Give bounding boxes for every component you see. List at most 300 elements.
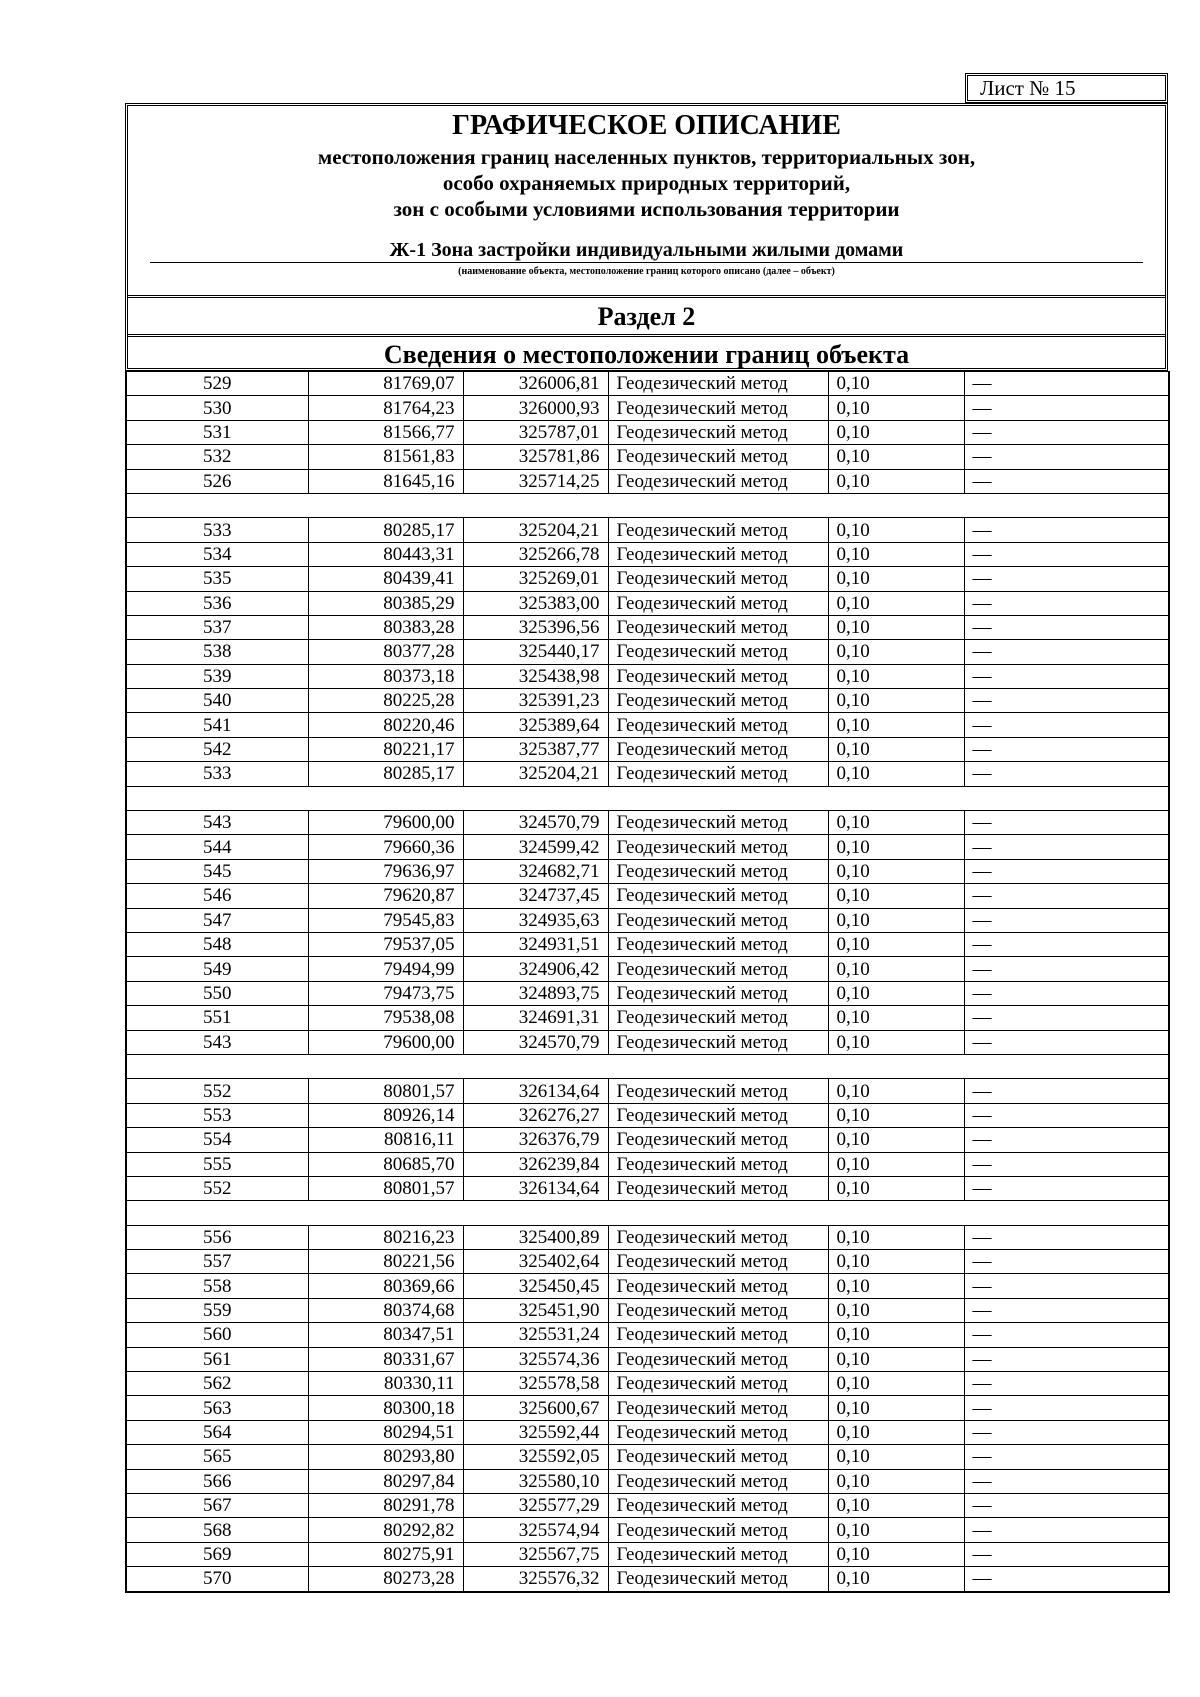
table-row (126, 1079, 1169, 1103)
precision-cell: 0,10 (828, 518, 964, 542)
table-row (126, 884, 1169, 908)
precision-cell: 0,10 (828, 640, 964, 664)
precision-cell: 0,10 (828, 762, 964, 786)
coordinate-x: 80385,29 (308, 591, 463, 615)
note-cell: — (964, 713, 1169, 737)
object-underline (150, 262, 1143, 263)
precision-cell: 0,10 (828, 1225, 964, 1249)
coordinate-y: 325578,58 (463, 1372, 608, 1396)
table-row (126, 762, 1169, 786)
table-row (126, 518, 1169, 542)
precision-cell: 0,10 (828, 591, 964, 615)
note-cell: — (964, 1493, 1169, 1517)
coordinate-y: 325204,21 (463, 762, 608, 786)
point-number: 570 (126, 1567, 308, 1592)
table-row (126, 1542, 1169, 1566)
coordinate-y: 326276,27 (463, 1103, 608, 1127)
method-cell: Геодезический метод (608, 1567, 828, 1592)
coordinate-y: 326006,81 (463, 372, 608, 396)
precision-cell: 0,10 (828, 737, 964, 761)
table-row (126, 1347, 1169, 1371)
precision-cell: 0,10 (828, 1420, 964, 1444)
coordinate-y: 324570,79 (463, 1030, 608, 1054)
point-number: 554 (126, 1128, 308, 1152)
table-row (126, 835, 1169, 859)
table-row (126, 1128, 1169, 1152)
coordinate-x: 81764,23 (308, 396, 463, 420)
point-number: 540 (126, 689, 308, 713)
coordinate-y: 324893,75 (463, 981, 608, 1005)
coordinate-y: 325577,29 (463, 1493, 608, 1517)
table-row (126, 811, 1169, 835)
note-cell: — (964, 1250, 1169, 1274)
section-title: Раздел 2 (597, 302, 696, 331)
coordinate-x: 80816,11 (308, 1128, 463, 1152)
coordinate-y: 325402,64 (463, 1250, 608, 1274)
coordinate-y: 325438,98 (463, 664, 608, 688)
coordinate-y: 325387,77 (463, 737, 608, 761)
method-cell: Геодезический метод (608, 445, 828, 469)
point-number: 529 (126, 372, 308, 396)
coordinate-y: 326134,64 (463, 1079, 608, 1103)
object-name: Ж-1 Зона застройки индивидуальными жилыми домами (389, 239, 904, 261)
method-cell: Геодезический метод (608, 372, 828, 396)
coordinate-y: 325576,32 (463, 1567, 608, 1592)
coordinate-y: 326376,79 (463, 1128, 608, 1152)
coordinate-x: 79600,00 (308, 1030, 463, 1054)
point-number: 535 (126, 567, 308, 591)
section-subtitle: Сведения о местоположении границ объекта (383, 340, 910, 369)
coordinate-y: 324599,42 (463, 835, 608, 859)
precision-cell: 0,10 (828, 1347, 964, 1371)
table-row (126, 396, 1169, 420)
point-number: 533 (126, 762, 308, 786)
table-row (126, 689, 1169, 713)
coordinate-y: 325389,64 (463, 713, 608, 737)
note-cell: — (964, 1274, 1169, 1298)
coordinate-y: 325396,56 (463, 615, 608, 639)
precision-cell: 0,10 (828, 811, 964, 835)
point-number: 566 (126, 1469, 308, 1493)
note-cell: — (964, 567, 1169, 591)
note-cell: — (964, 1152, 1169, 1176)
coordinates-table (125, 371, 1170, 1593)
separator-cell (126, 1054, 1169, 1078)
note-cell: — (964, 542, 1169, 566)
note-cell: — (964, 1542, 1169, 1566)
group-separator-row (126, 786, 1169, 810)
coordinate-y: 325266,78 (463, 542, 608, 566)
point-number: 544 (126, 835, 308, 859)
table-row (126, 1176, 1169, 1200)
note-cell: — (964, 445, 1169, 469)
note-cell: — (964, 981, 1169, 1005)
table-row (126, 420, 1169, 444)
table-row (126, 567, 1169, 591)
precision-cell: 0,10 (828, 1396, 964, 1420)
note-cell: — (964, 859, 1169, 883)
note-cell: — (964, 1225, 1169, 1249)
coordinate-x: 80347,51 (308, 1323, 463, 1347)
coordinate-y: 325787,01 (463, 420, 608, 444)
coordinate-y: 325592,05 (463, 1445, 608, 1469)
coordinate-x: 80273,28 (308, 1567, 463, 1592)
note-cell: — (964, 372, 1169, 396)
coordinate-y: 325400,89 (463, 1225, 608, 1249)
point-number: 559 (126, 1298, 308, 1322)
method-cell: Геодезический метод (608, 737, 828, 761)
point-number: 539 (126, 664, 308, 688)
point-number: 534 (126, 542, 308, 566)
coordinate-x: 81561,83 (308, 445, 463, 469)
note-cell: — (964, 835, 1169, 859)
note-cell: — (964, 640, 1169, 664)
coordinate-x: 80220,46 (308, 713, 463, 737)
point-number: 536 (126, 591, 308, 615)
precision-cell: 0,10 (828, 1542, 964, 1566)
coordinate-y: 325391,23 (463, 689, 608, 713)
method-cell: Геодезический метод (608, 1250, 828, 1274)
coordinate-y: 325714,25 (463, 469, 608, 493)
table-row (126, 1372, 1169, 1396)
method-cell: Геодезический метод (608, 908, 828, 932)
note-cell: — (964, 1347, 1169, 1371)
method-cell: Геодезический метод (608, 811, 828, 835)
note-cell: — (964, 1396, 1169, 1420)
table-row (126, 469, 1169, 493)
coordinate-y: 325451,90 (463, 1298, 608, 1322)
document-header (125, 103, 1168, 371)
separator-cell (126, 493, 1169, 517)
precision-cell: 0,10 (828, 908, 964, 932)
coordinate-x: 80297,84 (308, 1469, 463, 1493)
coordinate-x: 80221,56 (308, 1250, 463, 1274)
precision-cell: 0,10 (828, 835, 964, 859)
header-divider (128, 334, 1165, 337)
document-title: ГРАФИЧЕСКОЕ ОПИСАНИЕ (452, 110, 841, 141)
coordinate-y: 325531,24 (463, 1323, 608, 1347)
precision-cell: 0,10 (828, 1103, 964, 1127)
point-number: 562 (126, 1372, 308, 1396)
table-row (126, 957, 1169, 981)
precision-cell: 0,10 (828, 1493, 964, 1517)
point-number: 532 (126, 445, 308, 469)
point-number: 560 (126, 1323, 308, 1347)
coordinate-y: 325567,75 (463, 1542, 608, 1566)
table-row (126, 981, 1169, 1005)
coordinate-y: 326000,93 (463, 396, 608, 420)
object-caption: (наименование объекта, местоположение границ которого описано (далее – объект) (458, 266, 835, 277)
method-cell: Геодезический метод (608, 640, 828, 664)
note-cell: — (964, 1006, 1169, 1030)
point-number: 558 (126, 1274, 308, 1298)
note-cell: — (964, 518, 1169, 542)
method-cell: Геодезический метод (608, 859, 828, 883)
precision-cell: 0,10 (828, 1176, 964, 1200)
note-cell: — (964, 1372, 1169, 1396)
method-cell: Геодезический метод (608, 884, 828, 908)
sheet-number: Лист № 15 (965, 73, 1168, 103)
coordinate-y: 324691,31 (463, 1006, 608, 1030)
table-row (126, 1445, 1169, 1469)
coordinate-x: 80926,14 (308, 1103, 463, 1127)
table-row (126, 908, 1169, 932)
coordinate-x: 80369,66 (308, 1274, 463, 1298)
precision-cell: 0,10 (828, 1469, 964, 1493)
coordinate-x: 79494,99 (308, 957, 463, 981)
precision-cell: 0,10 (828, 981, 964, 1005)
note-cell: — (964, 908, 1169, 932)
point-number: 555 (126, 1152, 308, 1176)
table-row (126, 859, 1169, 883)
precision-cell: 0,10 (828, 542, 964, 566)
method-cell: Геодезический метод (608, 1274, 828, 1298)
coordinate-y: 325592,44 (463, 1420, 608, 1444)
coordinate-x: 80225,28 (308, 689, 463, 713)
separator-cell (126, 786, 1169, 810)
point-number: 537 (126, 615, 308, 639)
coordinate-x: 80801,57 (308, 1176, 463, 1200)
table-row (126, 372, 1169, 396)
coordinate-x: 79473,75 (308, 981, 463, 1005)
note-cell: — (964, 1445, 1169, 1469)
coordinate-x: 80374,68 (308, 1298, 463, 1322)
coordinate-x: 80285,17 (308, 518, 463, 542)
point-number: 557 (126, 1250, 308, 1274)
precision-cell: 0,10 (828, 884, 964, 908)
point-number: 569 (126, 1542, 308, 1566)
point-number: 550 (126, 981, 308, 1005)
coordinate-x: 79620,87 (308, 884, 463, 908)
coordinate-x: 79636,97 (308, 859, 463, 883)
method-cell: Геодезический метод (608, 396, 828, 420)
method-cell: Геодезический метод (608, 1323, 828, 1347)
table-row (126, 1469, 1169, 1493)
coordinate-y: 325574,94 (463, 1518, 608, 1542)
point-number: 543 (126, 811, 308, 835)
coordinate-y: 324935,63 (463, 908, 608, 932)
method-cell: Геодезический метод (608, 469, 828, 493)
table-row (126, 1493, 1169, 1517)
note-cell: — (964, 469, 1169, 493)
method-cell: Геодезический метод (608, 689, 828, 713)
coordinate-y: 324682,71 (463, 859, 608, 883)
coordinate-x: 80331,67 (308, 1347, 463, 1371)
note-cell: — (964, 664, 1169, 688)
method-cell: Геодезический метод (608, 1128, 828, 1152)
table-row (126, 445, 1169, 469)
point-number: 531 (126, 420, 308, 444)
method-cell: Геодезический метод (608, 1518, 828, 1542)
header-divider (128, 295, 1165, 298)
note-cell: — (964, 1323, 1169, 1347)
table-row (126, 1030, 1169, 1054)
coordinate-y: 324931,51 (463, 932, 608, 956)
method-cell: Геодезический метод (608, 518, 828, 542)
precision-cell: 0,10 (828, 1298, 964, 1322)
note-cell: — (964, 1176, 1169, 1200)
precision-cell: 0,10 (828, 1567, 964, 1592)
precision-cell: 0,10 (828, 859, 964, 883)
method-cell: Геодезический метод (608, 713, 828, 737)
coordinate-y: 325781,86 (463, 445, 608, 469)
precision-cell: 0,10 (828, 957, 964, 981)
method-cell: Геодезический метод (608, 932, 828, 956)
precision-cell: 0,10 (828, 469, 964, 493)
table-row (126, 737, 1169, 761)
coordinate-x: 79545,83 (308, 908, 463, 932)
note-cell: — (964, 1469, 1169, 1493)
method-cell: Геодезический метод (608, 615, 828, 639)
point-number: 551 (126, 1006, 308, 1030)
coordinate-x: 81645,16 (308, 469, 463, 493)
note-cell: — (964, 811, 1169, 835)
point-number: 563 (126, 1396, 308, 1420)
coordinate-y: 325574,36 (463, 1347, 608, 1371)
note-cell: — (964, 396, 1169, 420)
subtitle-line: зон с особыми условиями использования территории (393, 197, 900, 221)
coordinate-y: 326134,64 (463, 1176, 608, 1200)
point-number: 556 (126, 1225, 308, 1249)
point-number: 542 (126, 737, 308, 761)
coordinate-y: 324570,79 (463, 811, 608, 835)
precision-cell: 0,10 (828, 445, 964, 469)
method-cell: Геодезический метод (608, 1030, 828, 1054)
coordinate-x: 80294,51 (308, 1420, 463, 1444)
coordinate-x: 80293,80 (308, 1445, 463, 1469)
precision-cell: 0,10 (828, 1079, 964, 1103)
coordinate-x: 80292,82 (308, 1518, 463, 1542)
point-number: 526 (126, 469, 308, 493)
note-cell: — (964, 1567, 1169, 1592)
coordinate-y: 325580,10 (463, 1469, 608, 1493)
coordinate-x: 81566,77 (308, 420, 463, 444)
method-cell: Геодезический метод (608, 542, 828, 566)
point-number: 552 (126, 1079, 308, 1103)
subtitle-line: местоположения границ населенных пунктов, территориальных зон, (317, 145, 976, 169)
method-cell: Геодезический метод (608, 957, 828, 981)
point-number: 549 (126, 957, 308, 981)
precision-cell: 0,10 (828, 1152, 964, 1176)
subtitle-line: особо охраняемых природных территорий, (442, 171, 851, 195)
coordinate-x: 79538,08 (308, 1006, 463, 1030)
method-cell: Геодезический метод (608, 835, 828, 859)
coordinate-y: 326239,84 (463, 1152, 608, 1176)
method-cell: Геодезический метод (608, 1396, 828, 1420)
coordinate-x: 80216,23 (308, 1225, 463, 1249)
method-cell: Геодезический метод (608, 1347, 828, 1371)
precision-cell: 0,10 (828, 567, 964, 591)
coordinate-y: 324737,45 (463, 884, 608, 908)
precision-cell: 0,10 (828, 1445, 964, 1469)
point-number: 543 (126, 1030, 308, 1054)
precision-cell: 0,10 (828, 1030, 964, 1054)
coordinate-x: 80373,18 (308, 664, 463, 688)
coordinate-x: 80291,78 (308, 1493, 463, 1517)
table-row (126, 542, 1169, 566)
note-cell: — (964, 591, 1169, 615)
method-cell: Геодезический метод (608, 1225, 828, 1249)
table-row (126, 1250, 1169, 1274)
precision-cell: 0,10 (828, 1128, 964, 1152)
coordinate-x: 80285,17 (308, 762, 463, 786)
method-cell: Геодезический метод (608, 420, 828, 444)
method-cell: Геодезический метод (608, 591, 828, 615)
note-cell: — (964, 1103, 1169, 1127)
method-cell: Геодезический метод (608, 1469, 828, 1493)
table-row (126, 664, 1169, 688)
coordinate-x: 80330,11 (308, 1372, 463, 1396)
group-separator-row (126, 493, 1169, 517)
note-cell: — (964, 932, 1169, 956)
method-cell: Геодезический метод (608, 981, 828, 1005)
coordinate-y: 325440,17 (463, 640, 608, 664)
point-number: 561 (126, 1347, 308, 1371)
method-cell: Геодезический метод (608, 1176, 828, 1200)
coordinate-x: 80275,91 (308, 1542, 463, 1566)
method-cell: Геодезический метод (608, 1103, 828, 1127)
point-number: 547 (126, 908, 308, 932)
method-cell: Геодезический метод (608, 1298, 828, 1322)
note-cell: — (964, 615, 1169, 639)
note-cell: — (964, 884, 1169, 908)
note-cell: — (964, 689, 1169, 713)
precision-cell: 0,10 (828, 664, 964, 688)
note-cell: — (964, 1518, 1169, 1542)
method-cell: Геодезический метод (608, 762, 828, 786)
coordinate-x: 80685,70 (308, 1152, 463, 1176)
coordinate-x: 80377,28 (308, 640, 463, 664)
table-row (126, 1396, 1169, 1420)
point-number: 568 (126, 1518, 308, 1542)
precision-cell: 0,10 (828, 396, 964, 420)
method-cell: Геодезический метод (608, 1079, 828, 1103)
point-number: 530 (126, 396, 308, 420)
point-number: 538 (126, 640, 308, 664)
note-cell: — (964, 762, 1169, 786)
note-cell: — (964, 737, 1169, 761)
point-number: 548 (126, 932, 308, 956)
precision-cell: 0,10 (828, 1274, 964, 1298)
point-number: 545 (126, 859, 308, 883)
note-cell: — (964, 957, 1169, 981)
table-row (126, 1225, 1169, 1249)
coordinate-x: 80300,18 (308, 1396, 463, 1420)
precision-cell: 0,10 (828, 1372, 964, 1396)
table-row (126, 1006, 1169, 1030)
coordinate-x: 79660,36 (308, 835, 463, 859)
note-cell: — (964, 1079, 1169, 1103)
table-row (126, 1323, 1169, 1347)
point-number: 553 (126, 1103, 308, 1127)
note-cell: — (964, 1298, 1169, 1322)
point-number: 541 (126, 713, 308, 737)
note-cell: — (964, 1128, 1169, 1152)
precision-cell: 0,10 (828, 1518, 964, 1542)
precision-cell: 0,10 (828, 372, 964, 396)
method-cell: Геодезический метод (608, 1420, 828, 1444)
table-row (126, 640, 1169, 664)
separator-cell (126, 1201, 1169, 1225)
table-row (126, 1420, 1169, 1444)
table-row (126, 615, 1169, 639)
precision-cell: 0,10 (828, 932, 964, 956)
table-row (126, 1298, 1169, 1322)
coordinate-x: 79600,00 (308, 811, 463, 835)
point-number: 564 (126, 1420, 308, 1444)
point-number: 565 (126, 1445, 308, 1469)
method-cell: Геодезический метод (608, 1542, 828, 1566)
